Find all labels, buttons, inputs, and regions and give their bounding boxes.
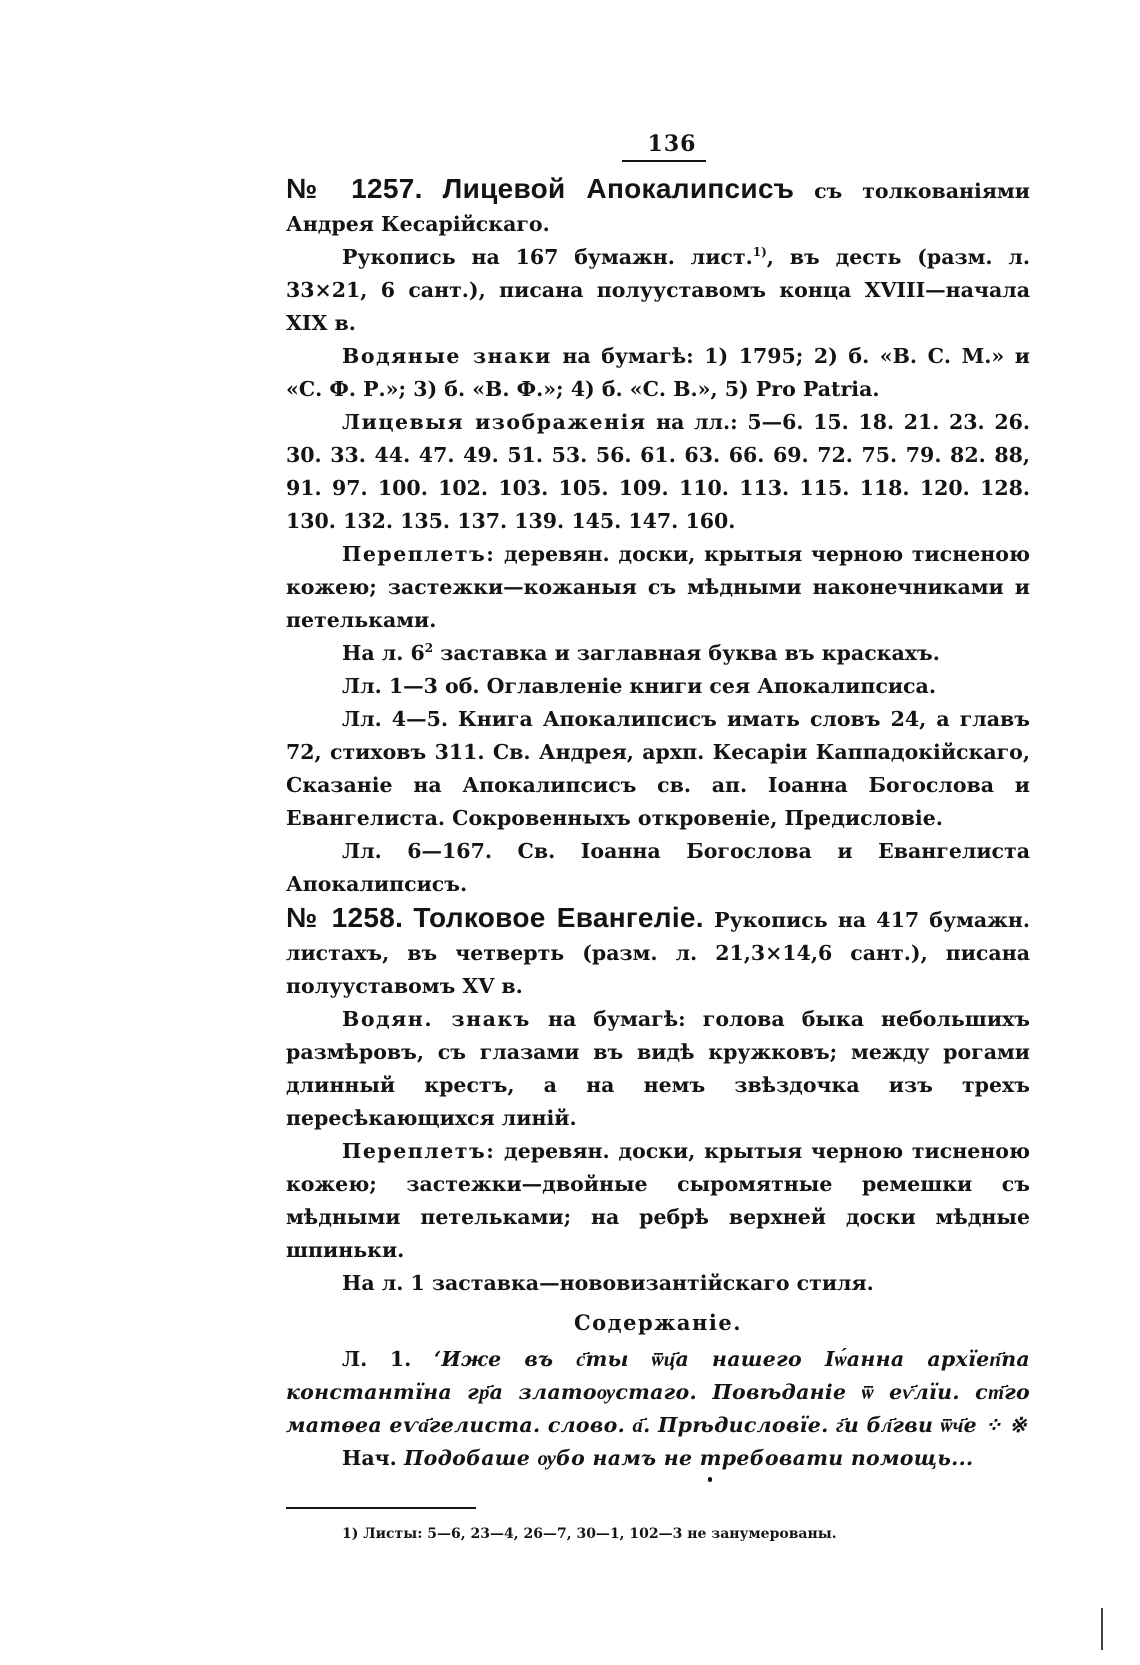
entry-1257-ll3: Лл. 6—167. Св. Іоанна Богослова и Евангелиста Апокалипсисъ. bbox=[286, 839, 1030, 896]
entry-1257-description bbox=[286, 241, 1030, 340]
entry-1258-title-paragraph bbox=[286, 901, 1030, 1003]
headpiece-sup: 2 bbox=[424, 641, 434, 656]
images-label: Лицевыя изображенія bbox=[342, 410, 647, 434]
watermark-label: Водян. знакъ bbox=[342, 1007, 531, 1031]
leaf-1-text: ‘Иже въ с҃ты ѿц҃а нашего Іѡ́анна архїеп҃па константїна гр҃а златоѹстаго. Повѣданіе ѿ еѵ҃лїи. ст҃го матѳеа еѵа҃гелиста. слово. а҃. Прѣдисловїе. г҃и бл҃гви ѿч҃е ⁘ ※ bbox=[286, 1347, 1030, 1437]
footnote-ref: 1) bbox=[752, 245, 767, 260]
entry-1257-number: № 1257. bbox=[286, 173, 423, 204]
contents-beginning bbox=[286, 1442, 1030, 1475]
entry-1257-ll1: Лл. 1—3 об. Оглавленіе книги сея Апокалипсиса. bbox=[342, 674, 936, 698]
contents-heading: Содержаніе. bbox=[573, 1310, 743, 1335]
entry-1257-description-b: , въ десть (разм. л. 33×21, 6 сант.), писана полууставомъ конца XVIII—начала XIX в. bbox=[286, 245, 1030, 335]
watermark-text: на бумагѣ: голова быка небольшихъ размѣровъ, съ глазами въ видѣ кружковъ; между рогами длинный крестъ, а на немъ звѣздочка изъ трехъ пересѣкающихся линій. bbox=[286, 1007, 1030, 1130]
entry-1257-title-rest: съ толкованіями Андрея Кесарійскаго. bbox=[286, 179, 1030, 236]
entry-1257-description-a: Рукопись на 167 бумажн. лист. bbox=[342, 245, 753, 269]
leaf-1-ref: Л. 1. bbox=[342, 1347, 412, 1371]
entry-1257-binding bbox=[286, 538, 1030, 637]
entry-1258-title-rest: Рукопись на 417 бумажн. листахъ, въ четверть (разм. л. 21,3×14,6 сант.), писана полууставомъ XV в. bbox=[286, 908, 1031, 998]
binding-label: Переплетъ: bbox=[342, 542, 496, 566]
entry-1257-ll2: Лл. 4—5. Книга Апокалипсисъ имать словъ 24, а главъ 72, стиховъ 311. Св. Андрея, архп. Кесаріи Каппадокійскаго, Сказаніе на Апокалипсисъ св. ап. Іоанна Богослова и Евангелиста. Сокровенныхъ откровеніе, Предисловіе. bbox=[286, 707, 1030, 830]
entry-1258-binding bbox=[286, 1135, 1030, 1267]
images-text: на лл.: 5—6. 15. 18. 21. 23. 26. 30. 33. 44. 47. 49. 51. 53. 56. 61. 63. 66. 69. 72. 75. 79. 82. 88, 91. 97. 100. 102. 103. 105. 109. 110. 113. 115. 118. 120. 128. 130. 132. 135. 137. 139. 145. 147. 160. bbox=[286, 410, 1030, 533]
page-number: 136 bbox=[647, 131, 697, 157]
footnote: 1) Листы: 5—6, 23—4, 26—7, 30—1, 102—3 не занумерованы. bbox=[342, 1526, 837, 1542]
entry-1257-title: Лицевой Апокалипсисъ bbox=[442, 173, 795, 204]
beginning-text: Подобаше ѹбо намъ не требовати помощь... bbox=[403, 1446, 974, 1470]
headpiece-b: заставка и заглавная буква въ краскахъ. bbox=[433, 641, 940, 665]
page-number-rule bbox=[622, 160, 706, 162]
entry-1258-headpiece: На л. 1 заставка—нововизантійскаго стиля. bbox=[342, 1271, 874, 1295]
entry-1257-headpiece bbox=[286, 637, 1030, 670]
page-content bbox=[286, 128, 1030, 1545]
entry-1257-images bbox=[286, 406, 1030, 538]
watermarks-text: на бумагѣ: 1) 1795; 2) б. «В. С. М.» и «С. Ф. Р.»; 3) б. «В. Ф.»; 4) б. «С. В.», 5) Pro Patria. bbox=[286, 344, 1030, 401]
beginning-label: Нач. bbox=[342, 1446, 397, 1470]
headpiece-a: На л. 6 bbox=[342, 641, 425, 665]
contents-leaf-1 bbox=[286, 1343, 1030, 1442]
entry-1258-title: Толковое Евангеліе. bbox=[413, 902, 704, 933]
entry-1258-number: № 1258. bbox=[286, 902, 404, 933]
entry-1257-watermarks bbox=[286, 340, 1030, 406]
entry-1257-title-paragraph bbox=[286, 172, 1030, 241]
binding-label-2: Переплетъ: bbox=[342, 1139, 496, 1163]
binding-text-2: деревян. доски, крытыя черною тисненою кожею; застежки—двойные сыромятные ремешки съ мѣдными петельками; на ребрѣ верхней доски мѣдные шпиньки. bbox=[286, 1139, 1030, 1262]
watermarks-label: Водяные знаки bbox=[342, 344, 552, 368]
edge-mark bbox=[1101, 1608, 1103, 1650]
footnote-rule bbox=[286, 1507, 476, 1509]
stray-dot bbox=[708, 1477, 712, 1482]
binding-text: деревян. доски, крытыя черною тисненою кожею; застежки—кожаныя съ мѣдными наконечниками и петельками. bbox=[286, 542, 1030, 632]
entry-1258-watermark bbox=[286, 1003, 1030, 1135]
